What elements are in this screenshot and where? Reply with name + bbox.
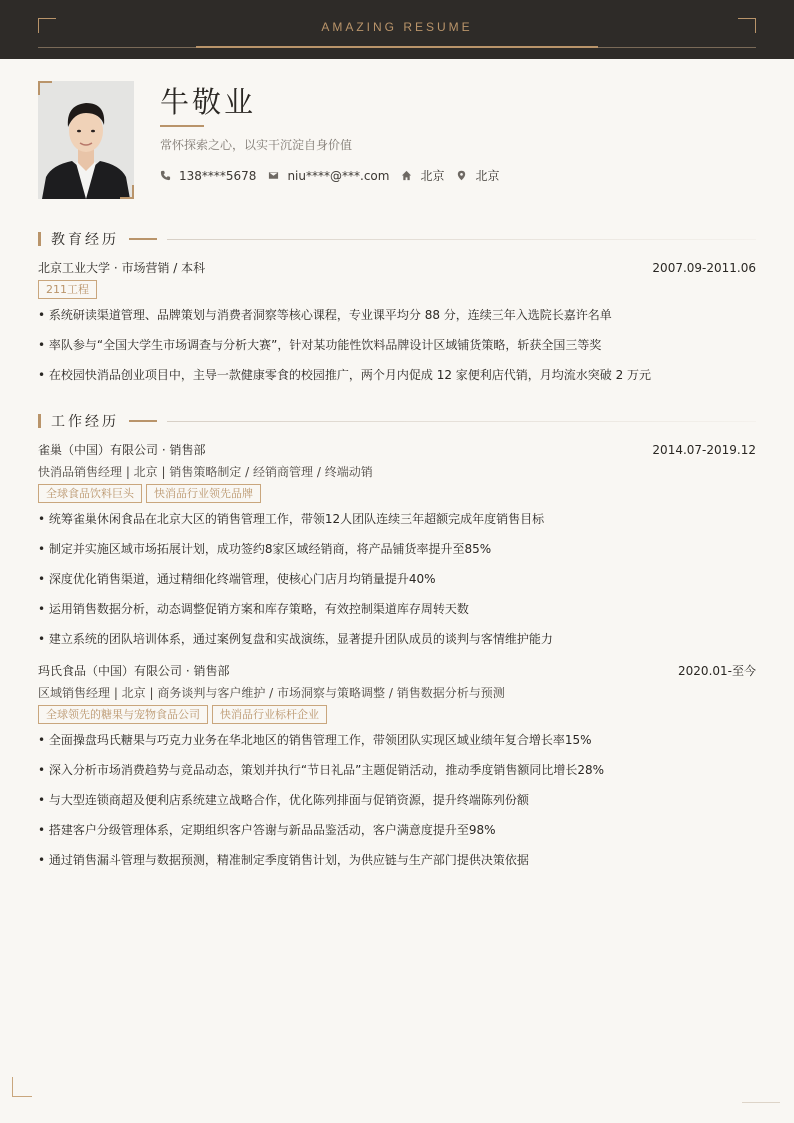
education-heading: 教育经历: [51, 232, 119, 248]
job-bullet: • 建立系统的团队培训体系，通过案例复盘和实战演练，显著提升团队成员的谈判与客情维护能力: [38, 632, 553, 646]
email-address: niu****@***.com: [287, 168, 390, 183]
header-gold-divider: [196, 46, 598, 48]
job-bullet: • 统筹雀巢休闲食品在北京大区的销售管理工作，带领12人团队连续三年超额完成年度销售目标: [38, 512, 545, 526]
profile-photo: [38, 81, 134, 199]
job-period: 2014.07-2019.12: [652, 442, 756, 457]
school-name: 北京工业大学 · 市场营销 / 本科: [38, 261, 206, 275]
job-bullet: • 搭建客户分级管理体系，定期组织客户答谢与新品品鉴活动，客户满意度提升至98%: [38, 823, 496, 837]
job-bullet: • 深度优化销售渠道，通过精细化终端管理，使核心门店月均销量提升40%: [38, 572, 436, 586]
company-name: 雀巢（中国）有限公司 · 销售部: [38, 443, 206, 457]
header-title: AMAZING RESUME: [321, 20, 473, 34]
phone-number: 138****5678: [179, 168, 257, 183]
photo-corner-ornament: [120, 185, 134, 199]
location-pin-icon: [456, 170, 467, 181]
job-bullet: • 制定并实施区域市场拓展计划，成功签约8家区域经销商，将产品铺货率提升至85%: [38, 542, 492, 556]
job-role: 快消品销售经理 | 北京 | 销售策略制定 / 经销商管理 / 终端动销: [38, 465, 373, 479]
education-bullet: • 系统研读渠道管理、品牌策划与消费者洞察等核心课程，专业课平均分 88 分，连续三年入选院长嘉许名单: [38, 308, 612, 322]
education-tags: [38, 280, 101, 299]
job-bullet: • 通过销售漏斗管理与数据预测，精准制定季度销售计划，为供应链与生产部门提供决策依据: [38, 853, 529, 867]
heading-line: [167, 421, 756, 422]
job-bullet: • 深入分析市场消费趋势与竞品动态，策划并执行“节日礼品”主题促销活动，推动季度销售额同比增长28%: [38, 763, 605, 777]
education-tag: 211工程: [38, 280, 97, 299]
name-underline: [160, 125, 204, 127]
home-icon: [401, 170, 412, 181]
location-text: 北京: [475, 169, 500, 183]
page-footer-rule: [742, 1102, 780, 1103]
page-corner-ornament: [12, 1077, 32, 1097]
job-bullet: • 与大型连锁商超及便利店系统建立战略合作，优化陈列排面与促销资源，提升终端陈列份额: [38, 793, 529, 807]
job-bullet: • 全面操盘玛氏糖果与巧克力业务在华北地区的销售管理工作，带领团队实现区域业绩年复合增长率15%: [38, 733, 592, 747]
work-section-heading: [38, 413, 756, 429]
job-row: [38, 441, 756, 458]
mail-icon: [268, 170, 279, 181]
job-tag: 快消品行业领先品牌: [146, 484, 261, 503]
education-row: [38, 259, 756, 276]
heading-accent: [129, 238, 157, 240]
header-band: [0, 0, 794, 59]
education-section-heading: [38, 231, 756, 247]
contact-list: [160, 167, 511, 184]
contact-email[interactable]: [268, 169, 389, 183]
job-period: 2020.01-至今: [678, 664, 756, 678]
hometown-text: 北京: [420, 169, 445, 183]
job-bullet: • 运用销售数据分析，动态调整促销方案和库存策略，有效控制渠道库存周转天数: [38, 602, 469, 616]
job-tags: [38, 484, 265, 503]
contact-hometown: [401, 167, 444, 184]
phone-icon: [160, 170, 171, 181]
heading-line: [167, 239, 756, 240]
education-bullet: • 率队参与“全国大学生市场调查与分析大赛”，针对某功能性饮料品牌设计区域铺货策略，斩获全国三等奖: [38, 338, 602, 352]
education-period: 2007.09-2011.06: [652, 260, 756, 275]
candidate-motto: 常怀探索之心，以实干沉淀自身价值: [160, 138, 353, 152]
heading-bar: [38, 414, 41, 428]
job-row: [38, 662, 756, 679]
job-tag: 快消品行业标杆企业: [212, 705, 327, 724]
job-tags: [38, 705, 331, 724]
education-bullet: • 在校园快消品创业项目中，主导一款健康零食的校园推广，两个月内促成 12 家便利店代销，月均流水突破 2 万元: [38, 368, 652, 382]
job-tag: 全球食品饮料巨头: [38, 484, 142, 503]
contact-phone[interactable]: [160, 169, 256, 183]
heading-bar: [38, 232, 41, 246]
contact-location: [456, 167, 499, 184]
company-name: 玛氏食品（中国）有限公司 · 销售部: [38, 664, 230, 678]
photo-corner-ornament: [38, 81, 52, 95]
work-heading: 工作经历: [51, 414, 119, 430]
job-tag: 全球领先的糖果与宠物食品公司: [38, 705, 208, 724]
candidate-name: 牛敬业: [160, 85, 257, 119]
heading-accent: [129, 420, 157, 422]
job-role: 区域销售经理 | 北京 | 商务谈判与客户维护 / 市场洞察与策略调整 / 销售数据分析与预测: [38, 686, 505, 700]
